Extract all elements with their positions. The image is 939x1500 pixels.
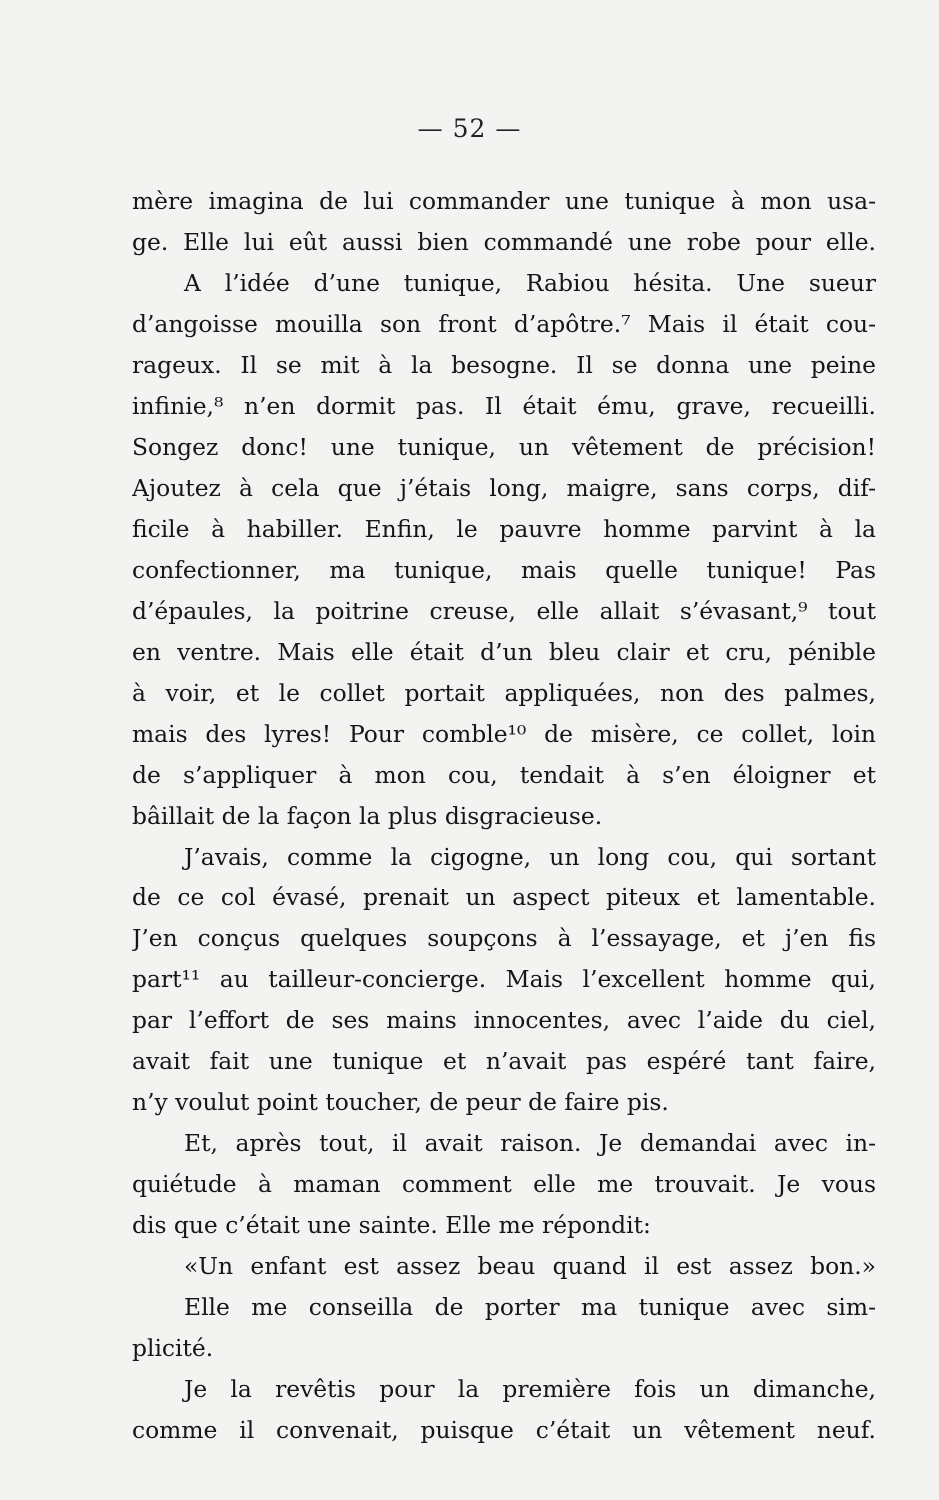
text-line: ge. Elle lui eût aussi bien commandé une robe pour elle. [132,227,876,256]
text-line: ficile à habiller. Enfin, le pauvre homme parvint à la [132,514,876,543]
text-line: n’y voulut point toucher, de peur de faire pis. [132,1088,669,1117]
text-line: plicité. [132,1334,214,1363]
text-line: Je la revêtis pour la première fois un dimanche, [184,1375,876,1404]
page-number: — 52 — [417,114,522,143]
text-line: à voir, et le collet portait appliquées, non des palmes, [132,678,876,707]
text-line: en ventre. Mais elle était d’un bleu clair et cru, pénible [132,637,876,666]
text-line: mais des lyres! Pour comble¹⁰ de misère, ce collet, loin [132,719,876,748]
text-line: mère imagina de lui commander une tunique à mon usa- [132,187,876,215]
text-line: part¹¹ au tailleur-concierge. Mais l’excellent homme qui, [132,965,876,994]
text-line: de s’appliquer à mon cou, tendait à s’en éloigner et [132,760,876,789]
text-line: J’en conçus quelques soupçons à l’essayage, et j’en fis [132,924,876,953]
text-line: Ajoutez à cela que j’étais long, maigre, sans corps, dif- [132,473,876,502]
text-line: par l’effort de ses mains innocentes, avec l’aide du ciel, [132,1006,876,1035]
text-line: avait fait une tunique et n’avait pas espéré tant faire, [132,1047,876,1076]
text-line: quiétude à maman comment elle me trouvait. Je vous [132,1170,876,1199]
text-line: Elle me conseilla de porter ma tunique avec sim- [184,1293,876,1322]
body-text [132,181,876,1451]
text-line: bâillait de la façon la plus disgracieuse. [132,801,603,830]
text-line: Et, après tout, il avait raison. Je demandai avec in- [184,1129,876,1158]
text-line: d’angoisse mouilla son front d’apôtre.⁷ Mais il était cou- [132,309,876,338]
text-line: Songez donc! une tunique, un vêtement de précision! [132,432,876,461]
text-line: J’avais, comme la cigogne, un long cou, qui sortant [184,842,876,871]
text-line: de ce col évasé, prenait un aspect piteux et lamentable. [132,883,876,912]
text-line: A l’idée d’une tunique, Rabiou hésita. Une sueur [184,268,876,297]
text-line: dis que c’était une sainte. Elle me répondit: [132,1211,651,1240]
text-line: d’épaules, la poitrine creuse, elle allait s’évasant,⁹ tout [132,596,876,625]
text-line: comme il convenait, puisque c’était un vêtement neuf. [132,1416,876,1445]
text-line: rageux. Il se mit à la besogne. Il se donna une peine [132,350,876,379]
text-line: «Un enfant est assez beau quand il est assez bon.» [184,1252,876,1281]
text-line: confectionner, ma tunique, mais quelle tunique! Pas [132,555,876,584]
text-line: infinie,⁸ n’en dormit pas. Il était ému, grave, recueilli. [132,391,876,420]
